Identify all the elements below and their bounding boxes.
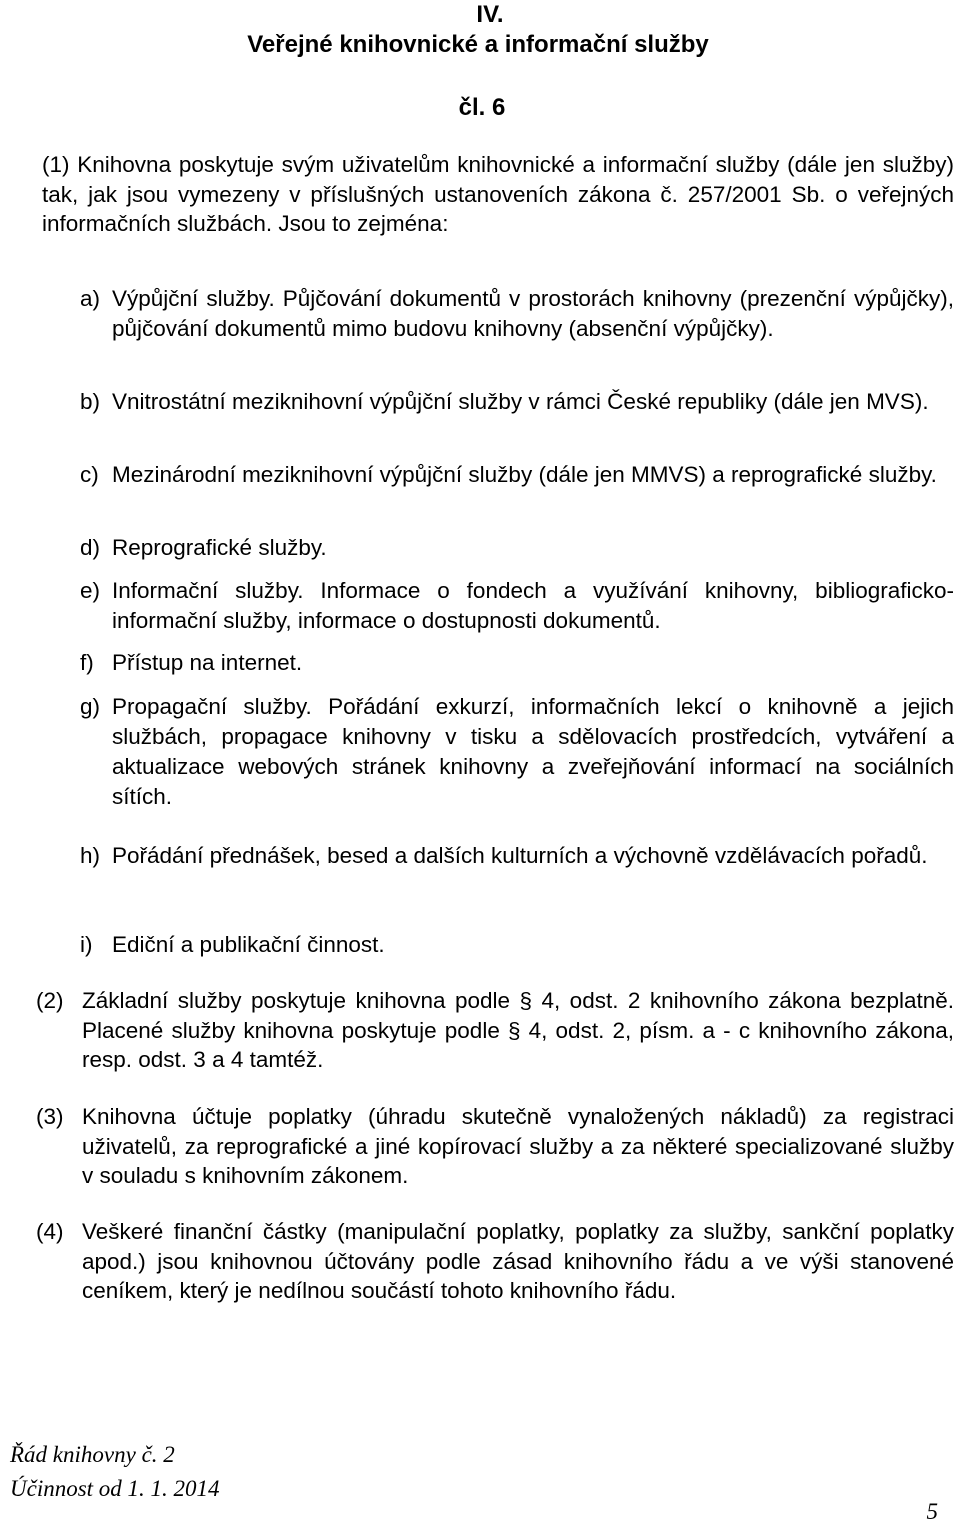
list-item-text: Pořádání přednášek, besed a dalších kulturních a výchovně vzdělávacích pořadů.: [112, 843, 928, 868]
paragraph-text: Veškeré finanční částky (manipulační poplatky, poplatky za služby, sankční poplatky apod.) jsou knihovnou účtovány podle zásad knihovního řádu a ve výši stanovené ceníkem, který je nedílnou součástí tohoto knihovního řádu.: [82, 1219, 954, 1304]
list-item-a: [80, 284, 954, 344]
paragraph-1: (1) Knihovna poskytuje svým uživatelům knihovnické a informační služby (dále jen služby) tak, jak jsou vymezeny v příslušných ustanoveních zákona č. 257/2001 Sb. o veřejných informačních službách. Jsou to zejména:: [42, 152, 954, 237]
article-label: čl. 6: [458, 94, 506, 121]
paragraph-number: (3): [36, 1104, 64, 1129]
list-item-f: [80, 648, 954, 678]
list-item-h: [80, 841, 954, 871]
list-item-text: Přístup na internet.: [112, 650, 303, 675]
list-item-letter: c): [80, 462, 99, 487]
list-item-letter: g): [80, 694, 101, 719]
list-item-g: [80, 692, 954, 812]
list-item-text: Ediční a publikační činnost.: [112, 932, 385, 957]
list-item-text: Výpůjční služby. Půjčování dokumentů v prostorách knihovny (prezenční výpůjčky), půjčování dokumentů mimo budovu knihovny (absenční výpůjčky).: [112, 286, 954, 341]
list-item-letter: i): [80, 932, 93, 957]
list-item-letter: d): [80, 535, 101, 560]
list-item-i: [80, 930, 954, 960]
list-item-e: [80, 576, 954, 636]
chapter-number: IV.: [476, 1, 504, 28]
paragraph-2: [36, 986, 954, 1075]
list-item-letter: a): [80, 286, 101, 311]
list-item-letter: b): [80, 389, 101, 414]
page-number: 5: [926, 1499, 938, 1524]
list-item-b: [80, 387, 954, 417]
paragraph-text: Základní služby poskytuje knihovna podle § 4, odst. 2 knihovního zákona bezplatně. Placené služby knihovna poskytuje podle § 4, odst. 2, písm. a - c knihovního zákona, resp. odst. 3 a 4 tamtéž.: [82, 988, 954, 1073]
list-item-text: Propagační služby. Pořádání exkurzí, informačních lekcí o knihovně a jejich službách, propagace knihovny v tisku a sdělovacích prostředcích, vytváření a aktualizace webových stránek knihovny a zveřejňování informací na sociálních sítích.: [112, 694, 954, 809]
list-item-text: Vnitrostátní meziknihovní výpůjční služby v rámci České republiky (dále jen MVS).: [112, 389, 929, 414]
list-item-d: [80, 533, 954, 563]
list-item-letter: h): [80, 843, 101, 868]
paragraph-number: (2): [36, 988, 64, 1013]
paragraph-text: Knihovna účtuje poplatky (úhradu skutečně vynaložených nákladů) za registraci uživatelů, za reprografické a jiné kopírovací služby a za některé specializované služby v souladu s knihovním zákonem.: [82, 1104, 954, 1189]
list-item-letter: f): [80, 650, 94, 675]
list-item-c: [80, 460, 954, 490]
chapter-title: Veřejné knihovnické a informační služby: [247, 31, 709, 58]
list-item-text: Mezinárodní meziknihovní výpůjční služby (dále jen MMVS) a reprografické služby.: [112, 462, 937, 487]
paragraph-number: (4): [36, 1219, 64, 1244]
list-item-letter: e): [80, 578, 101, 603]
list-item-text: Informační služby. Informace o fondech a využívání knihovny, bibliograficko-informační služby, informace o dostupnosti dokumentů.: [112, 578, 954, 633]
list-item-text: Reprografické služby.: [112, 535, 327, 560]
paragraph-3: [36, 1102, 954, 1191]
footer-document-name: Řád knihovny č. 2: [10, 1442, 175, 1467]
paragraph-4: [36, 1217, 954, 1306]
footer-effective-date: Účinnost od 1. 1. 2014: [10, 1476, 220, 1501]
